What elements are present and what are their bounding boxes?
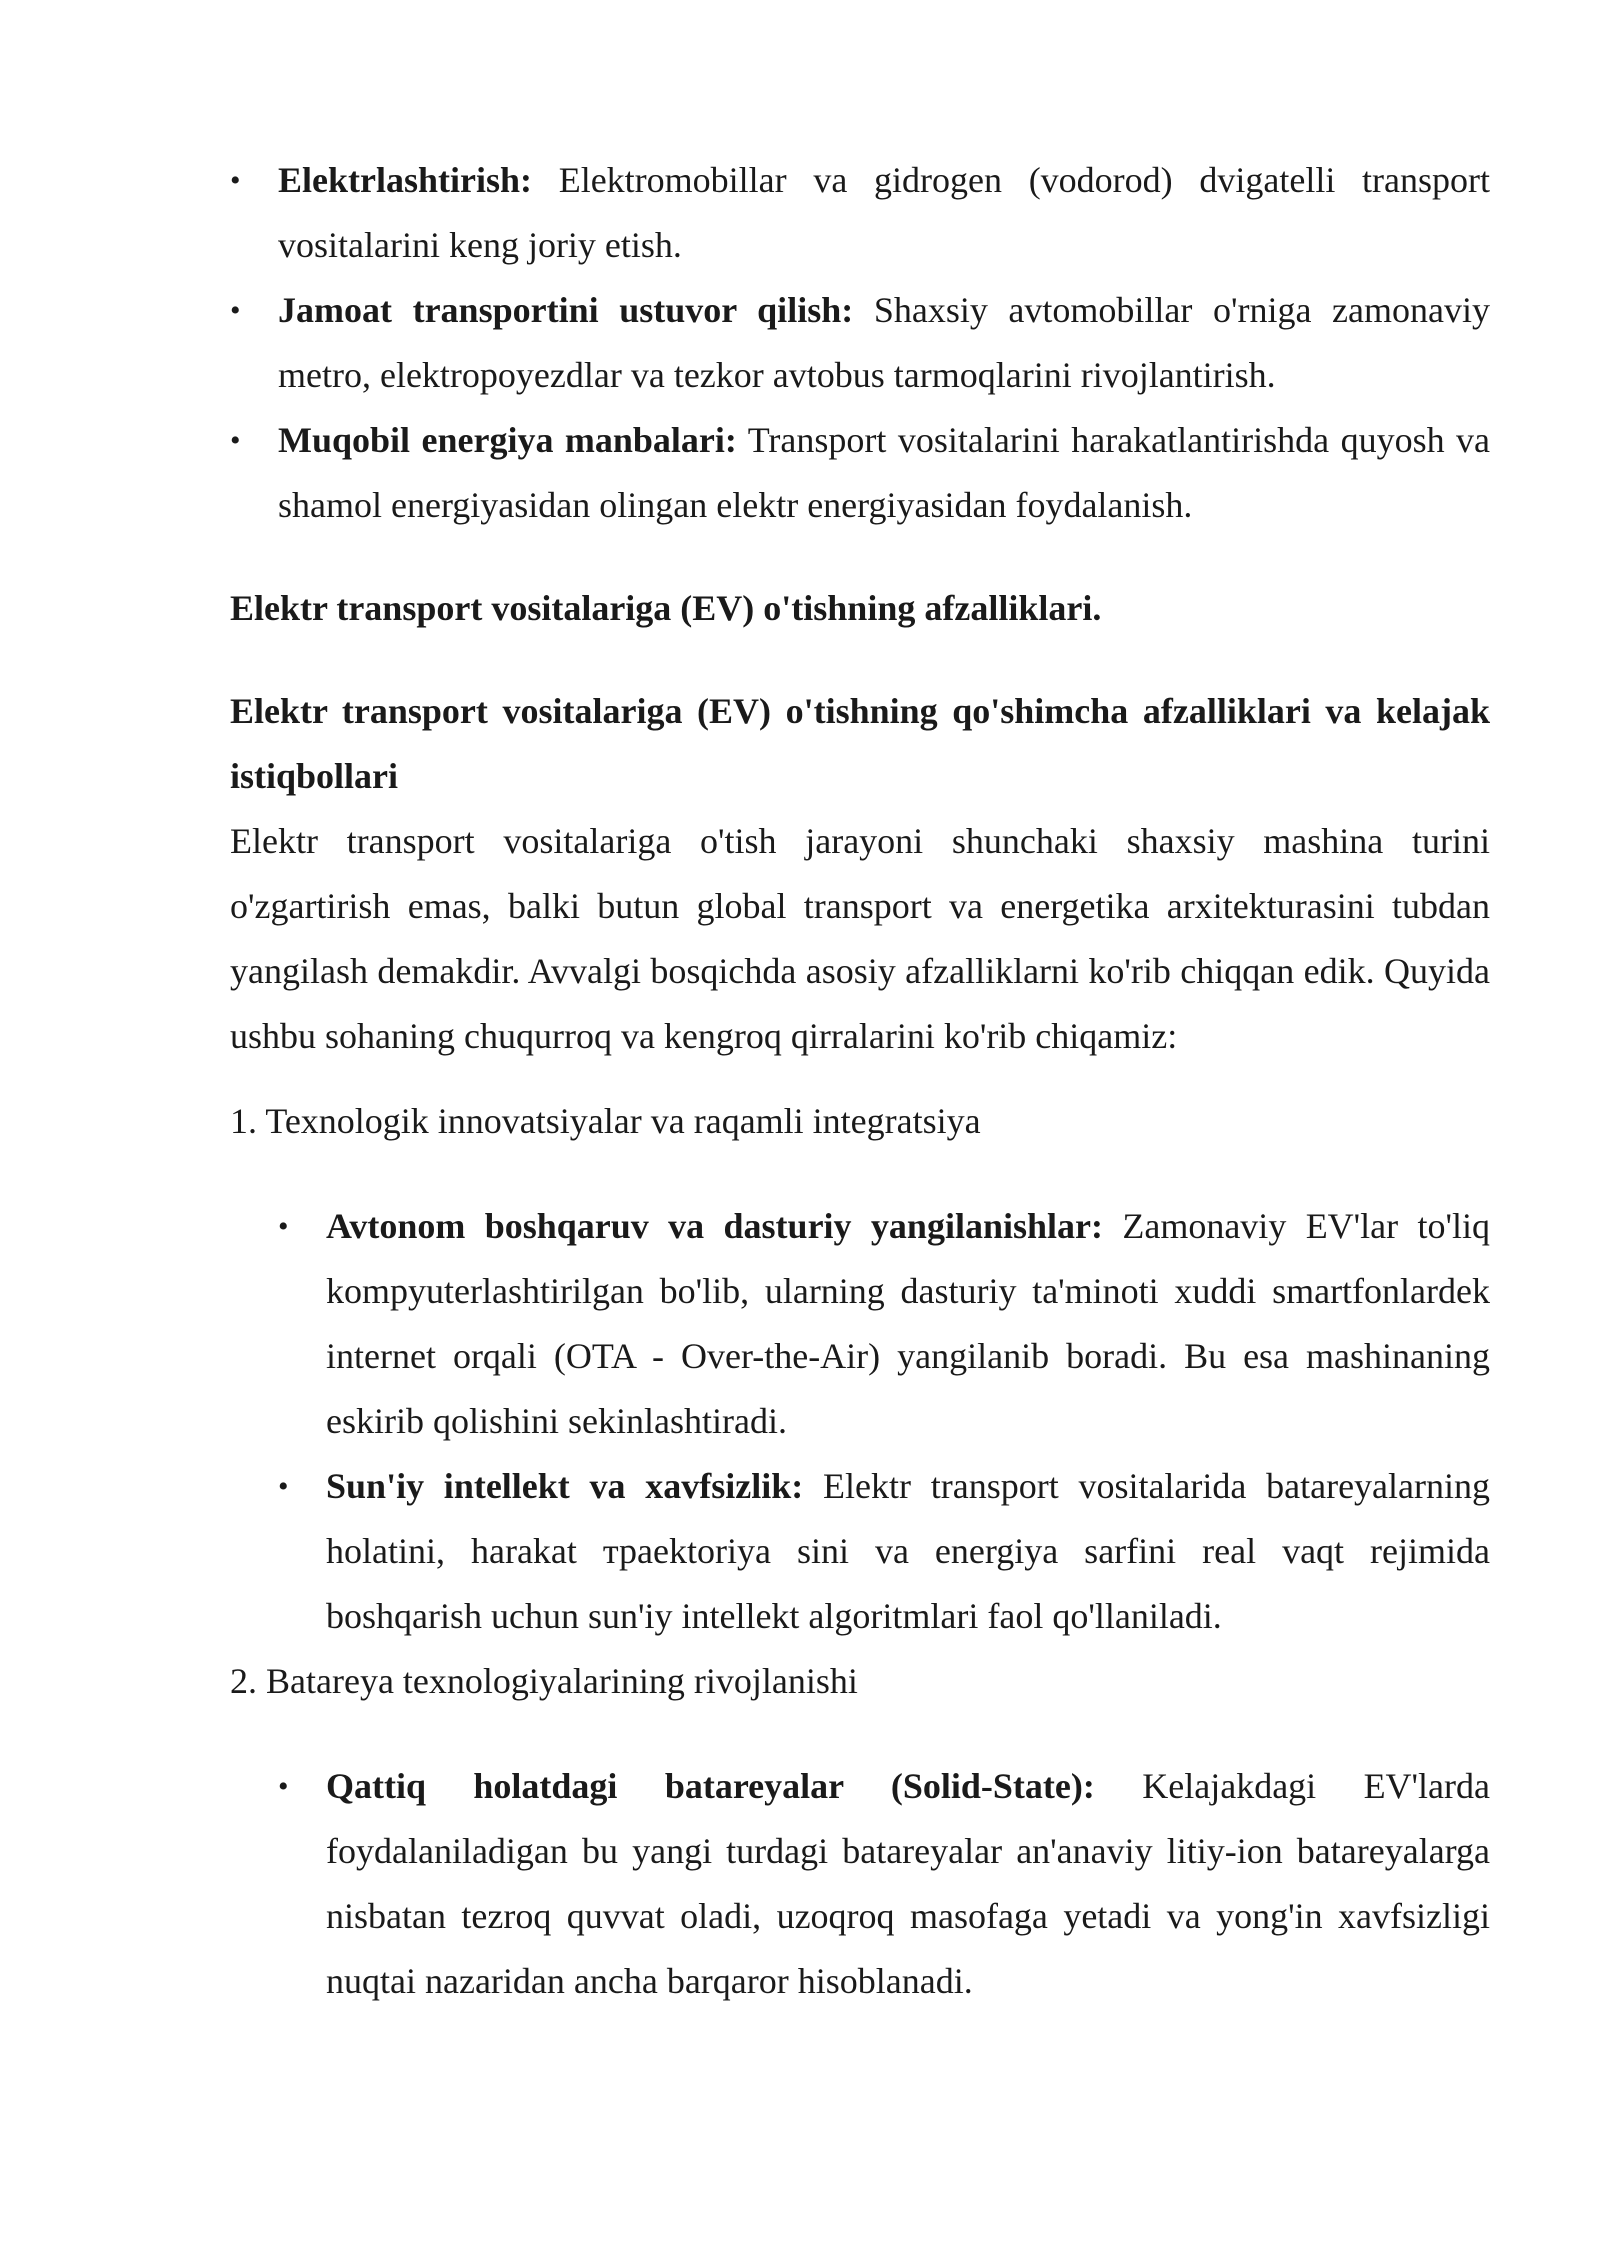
list-item-label: Muqobil energiya manbalari: (278, 420, 737, 460)
list-item (278, 1194, 1490, 1454)
list-item-text: Elektr transport vositalarida batareyalarning holatini, harakat траektoriya sini va energiya sarfini real vaqt rejimida boshqarish uchun sun'iy intellekt algoritmlari faol qo'llaniladi. (326, 1466, 1491, 1636)
list-item-label: Avtonom boshqaruv va dasturiy yangilanishlar: (326, 1206, 1103, 1246)
list-item (230, 148, 1490, 278)
list-item-text: Elektromobillar va gidrogen (vodorod) dvigatelli transport vositalarini keng joriy etish. (278, 160, 1490, 265)
section-heading: Elektr transport vositalariga (EV) o'tishning afzalliklari. (230, 588, 1102, 628)
list-item-text: Zamonaviy EV'lar to'liq kompyuterlashtirilgan bo'lib, ularning dasturiy ta'minoti xuddi smartfonlardek internet orqali (OTA - Over-the-Air) yangilanib boradi. Bu esa mashinaning eskirib qolishini sekinlashtiradi. (326, 1206, 1491, 1441)
list-item-text: Kelajakdagi EV'larda foydalaniladigan bu yangi turdagi batareyalar an'anaviy litiy-ion batareyalarga nisbatan tezroq quvvat oladi, uzoqroq masofaga yetadi va yong'in xavfsizligi nuqtai nazaridan ancha barqaror hisoblanadi. (326, 1766, 1490, 2001)
list-item-label: Elektrlashtirish: (278, 160, 533, 200)
list-item-text: Shaxsiy avtomobillar o'rniga zamonaviy metro, elektropoyezdlar va tezkor avtobus tarmoqlarini rivojlantirish. (278, 290, 1490, 395)
bullet-icon: • (278, 1770, 289, 1803)
list-item (278, 1454, 1490, 1649)
list-item-label: Sun'iy intellekt va xavfsizlik: (326, 1466, 804, 1506)
section2-bullet-list (278, 1754, 1490, 2014)
list-item (230, 408, 1490, 538)
bullet-icon: • (278, 1210, 289, 1243)
list-item (230, 278, 1490, 408)
list-item (278, 1754, 1490, 2014)
list-item-label: Qattiq holatdagi batareyalar (Solid-State): (326, 1766, 1095, 1806)
document-page (230, 148, 1490, 2014)
bullet-icon: • (230, 294, 241, 327)
numbered-heading-1: 1. Texnologik innovatsiyalar va raqamli integratsiya (230, 1101, 981, 1141)
section-subheading: Elektr transport vositalariga (EV) o'tishning qo'shimcha afzalliklari va kelajak istiqbollari (230, 691, 1490, 796)
section1-bullet-list (278, 1194, 1490, 1649)
bullet-icon: • (278, 1470, 289, 1503)
bullet-icon: • (230, 164, 241, 197)
list-item-label: Jamoat transportini ustuvor qilish: (278, 290, 854, 330)
bullet-icon: • (230, 424, 241, 457)
list-item-text: Transport vositalarini harakatlantirishda quyosh va shamol energiyasidan olingan elektr energiyasidan foydalanish. (278, 420, 1490, 525)
numbered-heading-2: 2. Batareya texnologiyalarining rivojlanishi (230, 1661, 858, 1701)
body-paragraph: Elektr transport vositalariga o'tish jarayoni shunchaki shaxsiy mashina turini o'zgartirish emas, balki butun global transport va energetika arxitekturasini tubdan yangilash demakdir. Avvalgi bosqichda asosiy afzalliklarni ko'rib chiqqan edik. Quyida ushbu sohaning chuqurroq va kengroq qirralarini ko'rib chiqamiz: (230, 821, 1490, 1056)
intro-bullet-list (230, 148, 1490, 538)
